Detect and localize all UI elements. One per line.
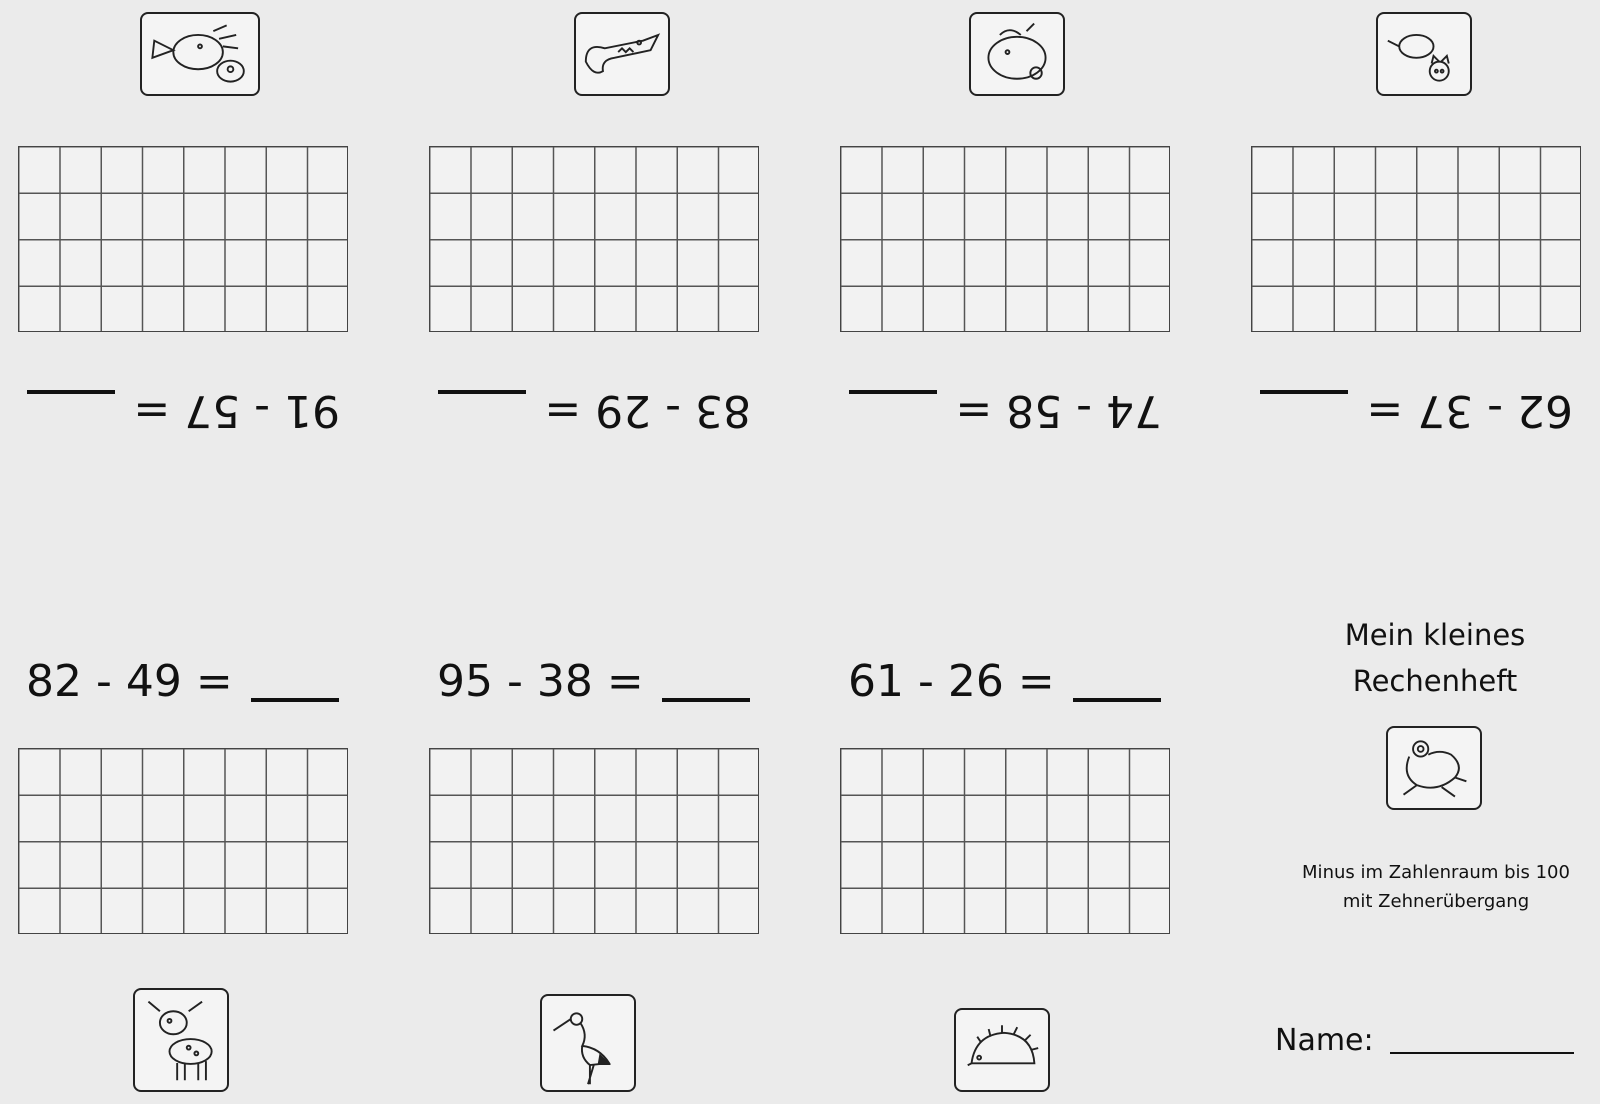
- stork-icon: [540, 994, 636, 1092]
- answer-blank[interactable]: [27, 390, 115, 394]
- answer-blank[interactable]: [662, 698, 750, 702]
- title-line-2: Rechenheft: [1352, 664, 1518, 698]
- equation-7: [840, 634, 1170, 707]
- equation-1: [18, 385, 348, 458]
- hedgehog-icon: [954, 1008, 1050, 1092]
- equation-5: [18, 634, 348, 707]
- equation-6: [429, 634, 759, 707]
- page-title: [1300, 612, 1570, 704]
- equation-text: 62 - 37 =: [1366, 385, 1573, 436]
- answer-grid-5[interactable]: [18, 748, 348, 934]
- answer-grid-2[interactable]: [429, 146, 759, 332]
- beaver-pig-icon: [140, 12, 260, 96]
- answer-blank[interactable]: [438, 390, 526, 394]
- deer-icon: [133, 988, 229, 1092]
- answer-grid-1[interactable]: [18, 146, 348, 332]
- equation-text: 95 - 38 =: [437, 656, 644, 707]
- name-field: [1275, 1018, 1575, 1058]
- equation-4: [1251, 385, 1581, 458]
- name-label: Name:: [1275, 1023, 1374, 1058]
- equation-text: 82 - 49 =: [26, 656, 233, 707]
- name-input-line[interactable]: [1390, 1052, 1574, 1054]
- answer-grid-3[interactable]: [840, 146, 1170, 332]
- answer-grid-4[interactable]: [1251, 146, 1581, 332]
- equation-text: 61 - 26 =: [848, 656, 1055, 707]
- equation-text: 74 - 58 =: [955, 385, 1162, 436]
- answer-grid-7[interactable]: [840, 748, 1170, 934]
- frog-icon: [1386, 726, 1482, 810]
- answer-blank[interactable]: [849, 390, 937, 394]
- equation-text: 83 - 29 =: [544, 385, 751, 436]
- answer-grid-6[interactable]: [429, 748, 759, 934]
- title-line-1: Mein kleines: [1344, 618, 1526, 652]
- hamster-icon: [969, 12, 1065, 96]
- subtitle-line-2: mit Zehnerübergang: [1342, 891, 1530, 912]
- subtitle-line-1: Minus im Zahlenraum bis 100: [1302, 862, 1570, 883]
- worksheet-subtitle: [1286, 858, 1586, 916]
- crocodile-icon: [574, 12, 670, 96]
- answer-blank[interactable]: [1073, 698, 1161, 702]
- answer-blank[interactable]: [251, 698, 339, 702]
- answer-blank[interactable]: [1260, 390, 1348, 394]
- equation-2: [429, 385, 759, 458]
- cat-mouse-icon: [1376, 12, 1472, 96]
- equation-3: [840, 385, 1170, 458]
- equation-text: 91 - 57 =: [133, 385, 340, 436]
